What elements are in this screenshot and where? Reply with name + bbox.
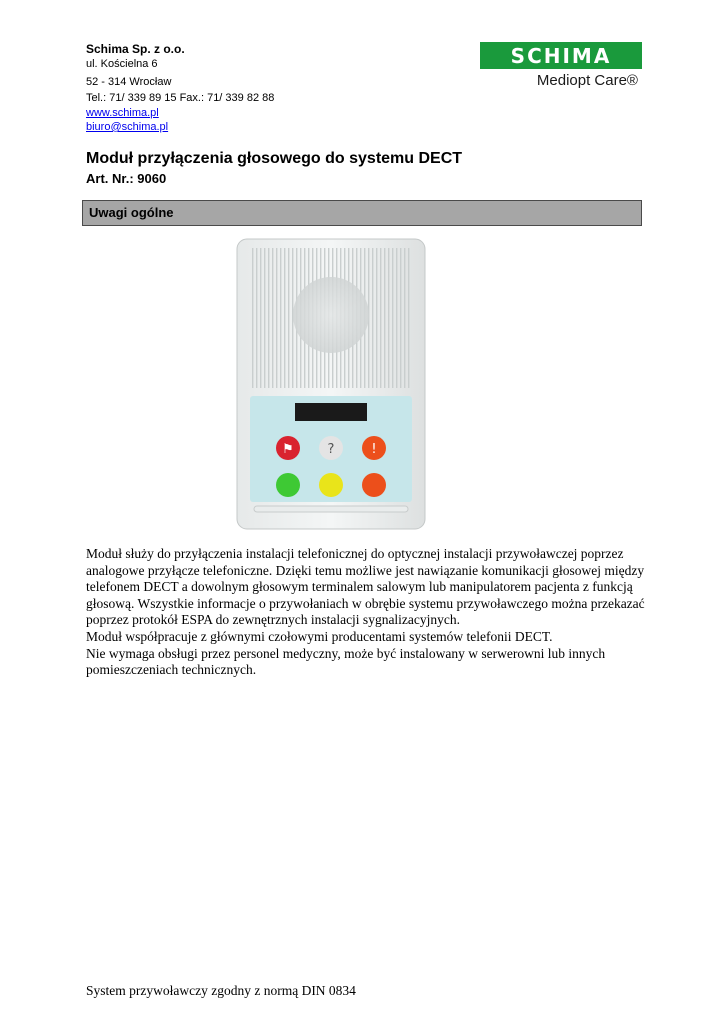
device-image xyxy=(236,238,426,530)
footer-text: System przywoławczy zgodny z normą DIN 0834 xyxy=(86,983,356,998)
company-city: 52 - 314 Wrocław xyxy=(86,76,172,88)
device-button xyxy=(276,473,300,497)
paragraph: Nie wymaga obsługi przez personel medyczny, może być instalowany w serwerowni lub innych pomieszczeniach technicznych. xyxy=(86,645,606,678)
company-website-link[interactable]: www.schima.pl xyxy=(86,107,159,119)
article-number: Art. Nr.: 9060 xyxy=(86,171,167,186)
section-title: Uwagi ogólne xyxy=(89,205,174,220)
schima-logo xyxy=(480,42,642,69)
device-display xyxy=(295,403,367,421)
speaker-icon xyxy=(293,277,369,353)
device-button xyxy=(362,473,386,497)
company-name: Schima Sp. z o.o. xyxy=(86,42,185,56)
exclamation-icon: ! xyxy=(371,442,377,457)
paragraph: Moduł służy do przyłączenia instalacji telefonicznej do optycznej instalacji przywoławczej poprzez analogowe przyłącze telefoniczne. Dzięki temu możliwe jest nawiązanie komunikacji głosowej między telefonem DECT a dowolnym głosowym terminalem salowym lub manipulatorem pacjenta z funkcją głosową. Wszystkie informacje o przywołaniach w obrębie systemu przywoławczego można przekazać poprzez protokół ESPA do zewnętrznych instalacji sygnalizacyjnych. xyxy=(86,546,645,628)
section-header xyxy=(82,200,642,226)
device-slot xyxy=(254,506,408,512)
logo-subtitle: Mediopt Care® xyxy=(536,72,638,89)
company-phone: Tel.: 71/ 339 89 15 Fax.: 71/ 339 82 88 xyxy=(86,92,275,104)
document-title: Moduł przyłączenia głosowego do systemu DECT xyxy=(86,150,463,167)
question-icon: ? xyxy=(327,442,335,457)
person-icon: ⚑ xyxy=(282,442,294,457)
device-button xyxy=(319,473,343,497)
company-street: ul. Kościelna 6 xyxy=(86,58,158,70)
logo-text: SCHIMA xyxy=(510,43,612,68)
company-email-link[interactable]: biuro@schima.pl xyxy=(86,121,169,133)
paragraph: Moduł współpracuje z głównymi czołowymi producentami systemów telefonii DECT. xyxy=(86,628,553,644)
body-text xyxy=(86,546,646,679)
